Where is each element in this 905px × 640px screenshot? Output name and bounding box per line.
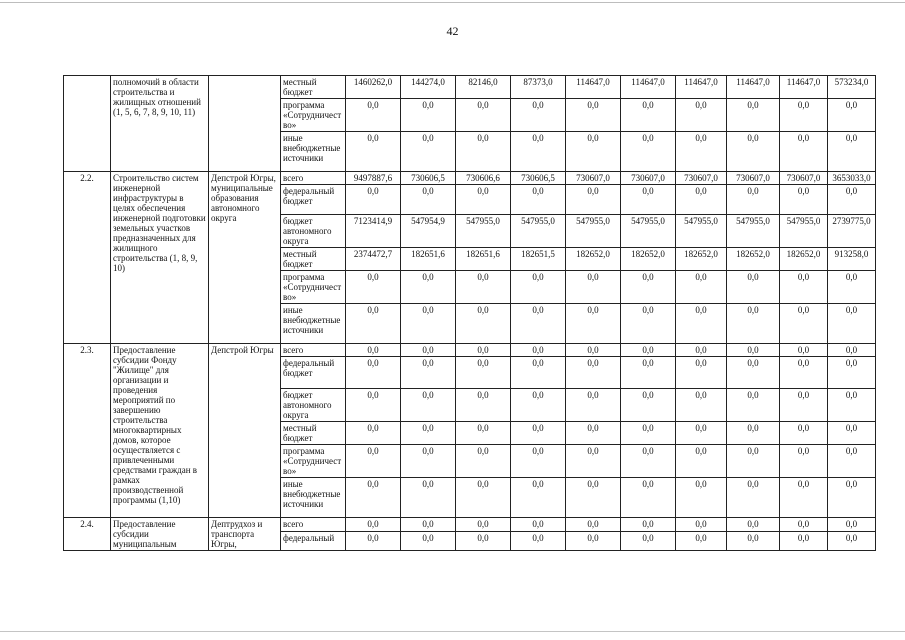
amount-cell: 0,0 (621, 344, 676, 357)
amount-cell: 0,0 (511, 344, 566, 357)
amount-cell: 182651,6 (456, 248, 511, 271)
amount-cell: 0,0 (456, 531, 511, 550)
amount-cell: 0,0 (401, 271, 456, 304)
amount-cell: 0,0 (346, 531, 401, 550)
executor-cell: Депстрой Югры (209, 344, 281, 518)
amount-cell: 0,0 (727, 357, 780, 389)
table-row (64, 76, 876, 99)
amount-cell: 0,0 (780, 271, 828, 304)
amount-cell: 0,0 (828, 132, 876, 172)
scan-top-edge (0, 2, 905, 3)
amount-cell: 0,0 (456, 271, 511, 304)
amount-cell: 730607,0 (676, 172, 727, 185)
amount-cell: 0,0 (456, 445, 511, 478)
amount-cell: 0,0 (511, 271, 566, 304)
amount-cell: 0,0 (727, 185, 780, 215)
amount-cell: 0,0 (456, 304, 511, 344)
task-description-cell: полномочий в области строительства и жилищных отношений (1, 5, 6, 7, 8, 9, 10, 11) (111, 76, 209, 172)
amount-cell: 0,0 (621, 518, 676, 532)
amount-cell: 573234,0 (828, 76, 876, 99)
amount-cell: 0,0 (401, 389, 456, 422)
amount-cell: 547955,0 (456, 215, 511, 248)
task-number-cell: 2.4. (64, 518, 111, 551)
amount-cell: 1460262,0 (346, 76, 401, 99)
amount-cell: 3653033,0 (828, 172, 876, 185)
table-row (64, 172, 876, 185)
amount-cell: 0,0 (780, 445, 828, 478)
executor-cell: Дептрудхоз и транспорта Югры, (209, 518, 281, 551)
amount-cell: 0,0 (456, 357, 511, 389)
amount-cell: 0,0 (566, 344, 621, 357)
amount-cell: 182651,6 (401, 248, 456, 271)
amount-cell: 0,0 (780, 389, 828, 422)
task-number-cell (64, 76, 111, 172)
amount-cell: 0,0 (828, 99, 876, 132)
amount-cell: 2739775,0 (828, 215, 876, 248)
amount-cell: 730606,5 (511, 172, 566, 185)
amount-cell: 2374472,7 (346, 248, 401, 271)
amount-cell: 0,0 (511, 531, 566, 550)
funding-source-cell: федеральный бюджет (281, 185, 346, 215)
amount-cell: 0,0 (676, 271, 727, 304)
amount-cell: 0,0 (676, 445, 727, 478)
amount-cell: 182652,0 (780, 248, 828, 271)
amount-cell: 0,0 (780, 478, 828, 518)
amount-cell: 0,0 (621, 478, 676, 518)
amount-cell: 0,0 (780, 344, 828, 357)
amount-cell: 144274,0 (401, 76, 456, 99)
amount-cell: 0,0 (511, 518, 566, 532)
amount-cell: 0,0 (676, 531, 727, 550)
amount-cell: 0,0 (676, 99, 727, 132)
amount-cell: 0,0 (511, 99, 566, 132)
amount-cell: 0,0 (621, 357, 676, 389)
amount-cell: 0,0 (621, 445, 676, 478)
task-description-cell: Строительство систем инженерной инфраструктуры в целях обеспечения инженерной подготовки земельных участков предназначенных для жилищного строительства (1, 8, 9, 10) (111, 172, 209, 344)
amount-cell: 0,0 (727, 389, 780, 422)
funding-source-cell: программа «Сотрудничество» (281, 445, 346, 478)
amount-cell: 0,0 (566, 357, 621, 389)
amount-cell: 0,0 (727, 518, 780, 532)
amount-cell: 0,0 (780, 185, 828, 215)
amount-cell: 0,0 (727, 344, 780, 357)
amount-cell: 0,0 (456, 185, 511, 215)
amount-cell: 0,0 (566, 271, 621, 304)
funding-source-cell: иные внебюджетные источники (281, 478, 346, 518)
amount-cell: 0,0 (401, 99, 456, 132)
amount-cell: 0,0 (676, 132, 727, 172)
amount-cell: 547954,9 (401, 215, 456, 248)
funding-source-cell: федеральный бюджет (281, 357, 346, 389)
amount-cell: 0,0 (676, 357, 727, 389)
amount-cell: 730606,5 (401, 172, 456, 185)
funding-source-cell: местный бюджет (281, 248, 346, 271)
table-row (64, 344, 876, 357)
amount-cell: 0,0 (676, 304, 727, 344)
amount-cell: 0,0 (511, 422, 566, 445)
amount-cell: 0,0 (346, 422, 401, 445)
amount-cell: 547955,0 (727, 215, 780, 248)
amount-cell: 547955,0 (566, 215, 621, 248)
amount-cell: 0,0 (511, 304, 566, 344)
scan-bottom-edge (0, 631, 905, 632)
amount-cell: 182652,0 (566, 248, 621, 271)
amount-cell: 0,0 (346, 185, 401, 215)
amount-cell: 0,0 (401, 422, 456, 445)
funding-source-cell: бюджет автономного округа (281, 389, 346, 422)
amount-cell: 0,0 (621, 531, 676, 550)
amount-cell: 0,0 (566, 422, 621, 445)
amount-cell: 0,0 (727, 478, 780, 518)
amount-cell: 0,0 (346, 344, 401, 357)
financing-table (63, 75, 876, 551)
amount-cell: 730607,0 (621, 172, 676, 185)
funding-source-cell: всего (281, 344, 346, 357)
task-description-cell: Предоставление субсидии Фонду "Жилище" для организации и проведения мероприятий по завершению строительства многоквартирных домов, которое осуществляется с привлеченными средствами граждан в рамках производственной программы (1,10) (111, 344, 209, 518)
amount-cell: 0,0 (401, 132, 456, 172)
amount-cell: 0,0 (346, 132, 401, 172)
amount-cell: 0,0 (456, 344, 511, 357)
executor-cell (209, 76, 281, 172)
amount-cell: 0,0 (401, 357, 456, 389)
amount-cell: 87373,0 (511, 76, 566, 99)
amount-cell: 0,0 (727, 304, 780, 344)
amount-cell: 730606,6 (456, 172, 511, 185)
amount-cell: 0,0 (780, 132, 828, 172)
amount-cell: 114647,0 (621, 76, 676, 99)
amount-cell: 0,0 (511, 478, 566, 518)
amount-cell: 0,0 (780, 357, 828, 389)
amount-cell: 0,0 (676, 344, 727, 357)
funding-source-cell: всего (281, 518, 346, 532)
amount-cell: 0,0 (727, 99, 780, 132)
amount-cell: 0,0 (676, 389, 727, 422)
amount-cell: 0,0 (566, 132, 621, 172)
funding-source-cell: программа «Сотрудничество» (281, 99, 346, 132)
amount-cell: 182652,0 (727, 248, 780, 271)
amount-cell: 0,0 (566, 445, 621, 478)
amount-cell: 0,0 (401, 478, 456, 518)
amount-cell: 730607,0 (780, 172, 828, 185)
amount-cell: 114647,0 (780, 76, 828, 99)
amount-cell: 0,0 (511, 185, 566, 215)
amount-cell: 114647,0 (566, 76, 621, 99)
amount-cell: 0,0 (456, 132, 511, 172)
amount-cell: 9497887,6 (346, 172, 401, 185)
amount-cell: 0,0 (566, 518, 621, 532)
amount-cell: 0,0 (727, 531, 780, 550)
amount-cell: 730607,0 (566, 172, 621, 185)
amount-cell: 0,0 (566, 531, 621, 550)
amount-cell: 0,0 (676, 478, 727, 518)
amount-cell: 0,0 (456, 422, 511, 445)
amount-cell: 0,0 (401, 185, 456, 215)
amount-cell: 0,0 (780, 518, 828, 532)
amount-cell: 0,0 (566, 99, 621, 132)
amount-cell: 0,0 (621, 304, 676, 344)
amount-cell: 0,0 (511, 389, 566, 422)
amount-cell: 0,0 (621, 99, 676, 132)
amount-cell: 0,0 (511, 445, 566, 478)
amount-cell: 0,0 (621, 132, 676, 172)
amount-cell: 0,0 (780, 99, 828, 132)
amount-cell: 114647,0 (727, 76, 780, 99)
amount-cell: 0,0 (780, 304, 828, 344)
amount-cell: 0,0 (511, 357, 566, 389)
executor-cell: Депстрой Югры, муниципальные образования автономного округа (209, 172, 281, 344)
table-row (64, 518, 876, 532)
amount-cell: 0,0 (401, 531, 456, 550)
amount-cell: 82146,0 (456, 76, 511, 99)
amount-cell: 0,0 (727, 445, 780, 478)
amount-cell: 0,0 (621, 389, 676, 422)
amount-cell: 0,0 (346, 271, 401, 304)
amount-cell: 730607,0 (727, 172, 780, 185)
task-number-cell: 2.2. (64, 172, 111, 344)
funding-source-cell: местный бюджет (281, 422, 346, 445)
amount-cell: 0,0 (828, 445, 876, 478)
amount-cell: 0,0 (401, 344, 456, 357)
amount-cell: 0,0 (828, 518, 876, 532)
amount-cell: 0,0 (621, 185, 676, 215)
funding-source-cell: программа «Сотрудничество» (281, 271, 346, 304)
amount-cell: 547955,0 (621, 215, 676, 248)
amount-cell: 0,0 (401, 445, 456, 478)
amount-cell: 0,0 (676, 422, 727, 445)
amount-cell: 0,0 (828, 478, 876, 518)
amount-cell: 0,0 (511, 132, 566, 172)
page-number: 42 (446, 24, 459, 38)
amount-cell: 0,0 (780, 422, 828, 445)
funding-source-cell: местный бюджет (281, 76, 346, 99)
amount-cell: 0,0 (676, 518, 727, 532)
amount-cell: 0,0 (346, 478, 401, 518)
amount-cell: 0,0 (456, 99, 511, 132)
amount-cell: 0,0 (456, 478, 511, 518)
amount-cell: 0,0 (727, 132, 780, 172)
amount-cell: 547955,0 (780, 215, 828, 248)
amount-cell: 7123414,9 (346, 215, 401, 248)
task-description-cell: Предоставление субсидии муниципальным (111, 518, 209, 551)
amount-cell: 182651,5 (511, 248, 566, 271)
amount-cell: 0,0 (346, 99, 401, 132)
amount-cell: 0,0 (346, 357, 401, 389)
amount-cell: 0,0 (828, 357, 876, 389)
amount-cell: 182652,0 (621, 248, 676, 271)
task-number-cell: 2.3. (64, 344, 111, 518)
amount-cell: 0,0 (346, 389, 401, 422)
amount-cell: 0,0 (346, 304, 401, 344)
amount-cell: 182652,0 (676, 248, 727, 271)
amount-cell: 0,0 (828, 422, 876, 445)
amount-cell: 547955,0 (511, 215, 566, 248)
amount-cell: 114647,0 (676, 76, 727, 99)
amount-cell: 0,0 (828, 304, 876, 344)
funding-source-cell: иные внебюджетные источники (281, 132, 346, 172)
amount-cell: 0,0 (566, 304, 621, 344)
amount-cell: 0,0 (828, 185, 876, 215)
amount-cell: 0,0 (676, 185, 727, 215)
amount-cell: 0,0 (566, 185, 621, 215)
amount-cell: 0,0 (780, 531, 828, 550)
funding-source-cell: федеральный (281, 531, 346, 550)
amount-cell: 0,0 (828, 389, 876, 422)
amount-cell: 0,0 (346, 518, 401, 532)
amount-cell: 0,0 (828, 531, 876, 550)
amount-cell: 0,0 (401, 518, 456, 532)
amount-cell: 0,0 (727, 271, 780, 304)
amount-cell: 0,0 (456, 389, 511, 422)
amount-cell: 0,0 (566, 478, 621, 518)
amount-cell: 0,0 (621, 422, 676, 445)
amount-cell: 0,0 (456, 518, 511, 532)
amount-cell: 0,0 (346, 445, 401, 478)
amount-cell: 913258,0 (828, 248, 876, 271)
amount-cell: 547955,0 (676, 215, 727, 248)
amount-cell: 0,0 (828, 271, 876, 304)
funding-source-cell: бюджет автономного округа (281, 215, 346, 248)
amount-cell: 0,0 (621, 271, 676, 304)
amount-cell: 0,0 (401, 304, 456, 344)
funding-source-cell: всего (281, 172, 346, 185)
funding-source-cell: иные внебюджетные источники (281, 304, 346, 344)
amount-cell: 0,0 (828, 344, 876, 357)
amount-cell: 0,0 (727, 422, 780, 445)
amount-cell: 0,0 (566, 389, 621, 422)
